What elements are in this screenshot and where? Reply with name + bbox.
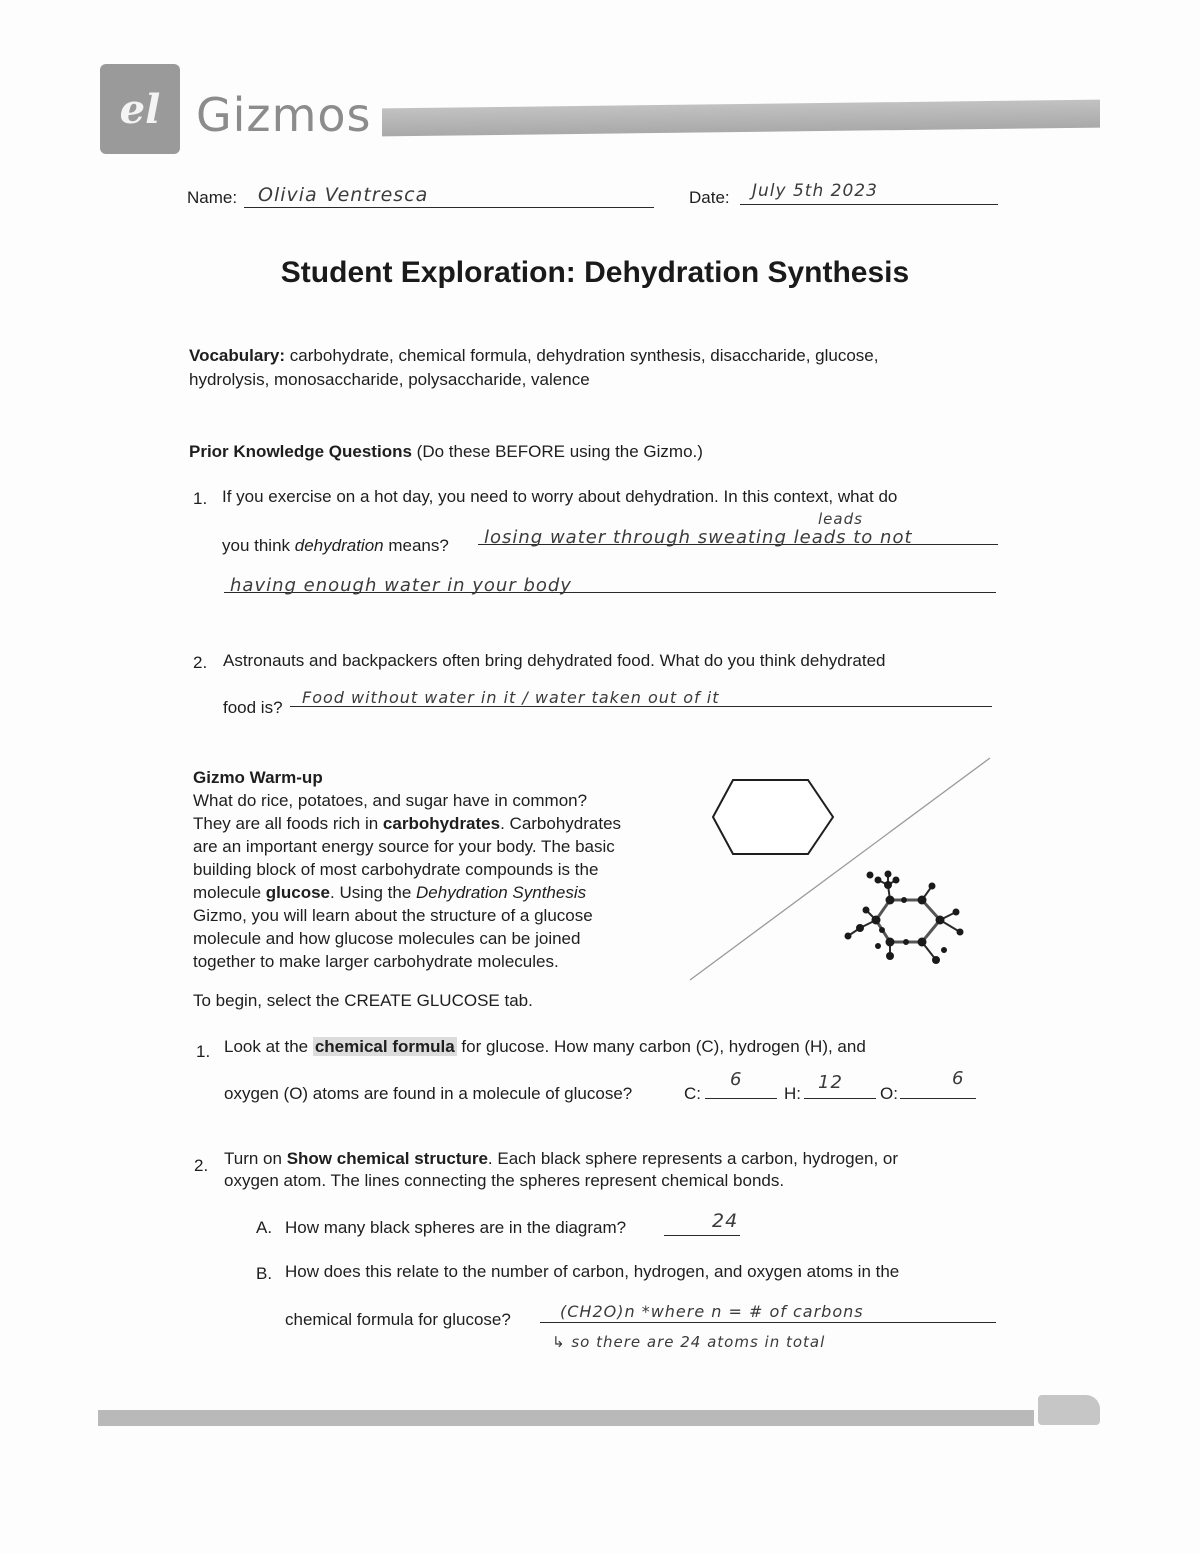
logo-mark: el (119, 85, 161, 133)
q2b-answer-2: ↳ so there are 24 atoms in total (552, 1333, 826, 1351)
q2-text-2: oxygen atom. The lines connecting the spheres represent chemical bonds. (224, 1171, 785, 1190)
q1-number: 1. (196, 1042, 211, 1061)
warmup-section (193, 766, 673, 973)
page-title: Student Exploration: Dehydration Synthesis (280, 256, 910, 289)
q1-text-1-post: for glucose. How many carbon (C), hydrogen (H), and (456, 1037, 866, 1056)
warmup-line-5-bold: glucose (265, 883, 331, 902)
q2a-text: How many black spheres are in the diagram? (285, 1218, 627, 1237)
warmup-line-2-bold: carbohydrates (382, 814, 501, 833)
warmup-line-1: What do rice, potatoes, and sugar have in common? (193, 791, 588, 810)
q1-text-1 (224, 1036, 866, 1058)
q1-text-1-pre: Look at the (224, 1037, 313, 1056)
header-bar (382, 100, 1100, 137)
warmup-line-5-mid: . Using the (330, 883, 417, 902)
q2b-text-1: How does this relate to the number of carbon, hydrogen, and oxygen atoms in the (285, 1262, 900, 1281)
warmup-line-5 (193, 881, 673, 904)
hexagon-shape (713, 780, 833, 854)
prior-knowledge-title: Prior Knowledge Questions (189, 442, 412, 461)
q1-c-label: C: (684, 1084, 701, 1103)
pk-q1-number: 1. (193, 489, 208, 508)
vocabulary-label: Vocabulary: (189, 346, 286, 365)
q1-o-value: 6 (952, 1068, 965, 1089)
date-label: Date: (689, 188, 730, 207)
vocabulary-terms-1: carbohydrate, chemical formula, dehydration synthesis, disaccharide, glucose, (289, 346, 879, 365)
date-line (740, 204, 998, 205)
q1-text-2: oxygen (O) atoms are found in a molecule of glucose? (224, 1084, 633, 1103)
warmup-heading: Gizmo Warm-up (193, 768, 323, 787)
begin-instruction: To begin, select the CREATE GLUCOSE tab. (193, 991, 533, 1010)
warmup-line-2-post: . Carbohydrates (500, 814, 622, 833)
q1-c-line (705, 1098, 777, 1099)
pk-q1-text-2-pre: you think (222, 536, 295, 555)
vocabulary-line-1 (189, 345, 879, 367)
vocabulary-terms-2: hydrolysis, monosaccharide, polysaccharide, valence (189, 370, 590, 389)
q2b-answer-line (540, 1322, 996, 1323)
footer-logo-badge (1038, 1395, 1100, 1425)
q1-c-value: 6 (730, 1069, 743, 1090)
glucose-diagram (680, 750, 1000, 990)
warmup-line-8: together to make larger carbohydrate molecules. (193, 952, 559, 971)
warmup-line-5-em: Dehydration Synthesis (416, 883, 587, 902)
footer-bar (98, 1410, 1034, 1426)
warmup-line-5-pre: molecule (193, 883, 266, 902)
pk-q1-text-1: If you exercise on a hot day, you need to worry about dehydration. In this context, what do (222, 487, 898, 506)
q2a-letter: A. (256, 1218, 273, 1237)
pk-q1-text-2-em: dehydration (294, 536, 384, 555)
q2-number: 2. (194, 1156, 209, 1175)
q2a-answer: 24 (712, 1210, 739, 1232)
warmup-line-7: molecule and how glucose molecules can be joined (193, 929, 581, 948)
pk-q2-answer: Food without water in it / water taken out of it (302, 688, 720, 707)
pk-q1-answer-insert: leads (818, 510, 863, 528)
warmup-line-2 (193, 812, 673, 835)
q2-text-1 (224, 1148, 898, 1170)
name-label: Name: (187, 188, 238, 207)
name-line (244, 207, 654, 208)
pk-q1-answer-2: having enough water in your body (230, 575, 572, 596)
pk-q2-number: 2. (193, 653, 208, 672)
warmup-line-3: are an important energy source for your body. The basic (193, 837, 615, 856)
q2a-answer-line (664, 1235, 740, 1236)
pk-q2-text-1: Astronauts and backpackers often bring dehydrated food. What do you think dehydrated (223, 651, 886, 670)
q2b-letter: B. (256, 1264, 273, 1283)
prior-knowledge-heading (189, 441, 703, 463)
date-value: July 5th 2023 (752, 181, 878, 201)
q2-text-1-bold: Show chemical structure (286, 1149, 488, 1168)
warmup-line-2-pre: They are all foods rich in (193, 814, 383, 833)
q2b-answer-1: (CH2O)n *where n = # of carbons (560, 1302, 864, 1321)
q2-text-1-post: . Each black sphere represents a carbon, hydrogen, or (487, 1149, 899, 1168)
name-value: Olivia Ventresca (258, 184, 429, 206)
pk-q2-text-2: food is? (223, 698, 283, 717)
q1-h-label: H: (784, 1084, 801, 1103)
gizmos-logo (100, 64, 180, 154)
pk-q1-answer-1: losing water through sweating leads to not (484, 527, 913, 548)
warmup-line-6: Gizmo, you will learn about the structure of a glucose (193, 906, 593, 925)
prior-knowledge-note: (Do these BEFORE using the Gizmo.) (416, 442, 703, 461)
q1-o-label: O: (880, 1084, 898, 1103)
brand-name: Gizmos (196, 88, 372, 142)
q1-h-line (804, 1098, 876, 1099)
pk-q1-text-2-post: means? (383, 536, 449, 555)
q2-text-1-pre: Turn on (224, 1149, 287, 1168)
q1-text-1-bold: chemical formula (314, 1037, 455, 1056)
q2b-text-2: chemical formula for glucose? (285, 1310, 511, 1329)
pk-q1-text-2 (222, 535, 449, 557)
warmup-line-4: building block of most carbohydrate compounds is the (193, 860, 599, 879)
q1-h-value: 12 (818, 1072, 843, 1093)
q1-o-line (900, 1098, 976, 1099)
